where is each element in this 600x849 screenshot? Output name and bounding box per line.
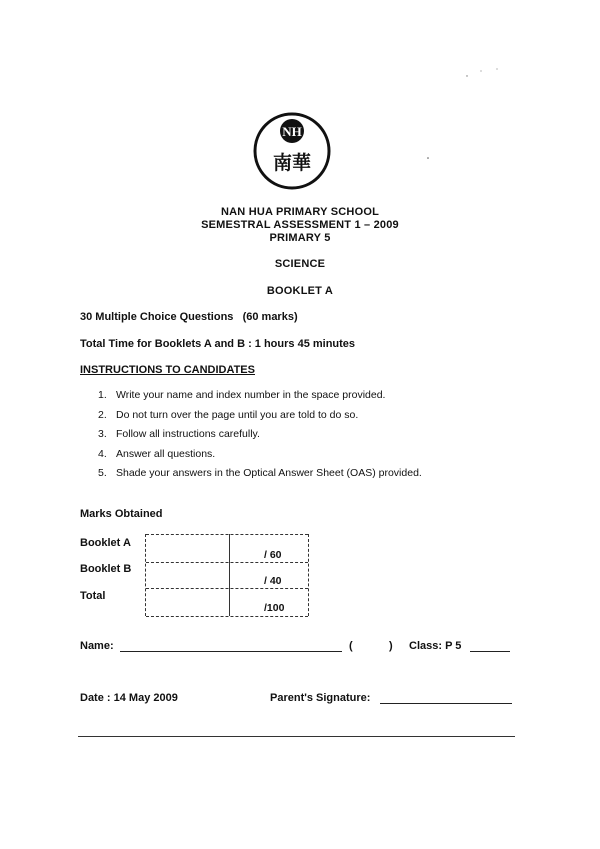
subject-title: SCIENCE	[274, 258, 326, 270]
instruction-item: 3. Follow all instructions carefully.	[98, 428, 260, 440]
svg-text:NH: NH	[282, 124, 302, 139]
instruction-item: 5. Shade your answers in the Optical Answer Sheet (OAS) provided.	[98, 467, 422, 479]
booklet-a-score: / 60	[264, 549, 282, 561]
class-label: Class: P 5	[409, 640, 462, 652]
questions-info: 30 Multiple Choice Questions (60 marks)	[80, 311, 298, 323]
marks-heading: Marks Obtained	[80, 508, 163, 520]
svg-text:南華: 南華	[272, 152, 312, 174]
instructions-heading: INSTRUCTIONS TO CANDIDATES	[80, 364, 255, 376]
instruction-item: 1. Write your name and index number in the space provided.	[98, 389, 386, 401]
total-score: /100	[264, 602, 285, 614]
signature-label: Parent's Signature:	[270, 692, 371, 704]
name-label: Name:	[80, 640, 114, 652]
assessment-title: SEMESTRAL ASSESSMENT 1 – 2009	[201, 219, 399, 231]
index-paren-close: )	[389, 640, 393, 652]
instruction-item: 4. Answer all questions.	[98, 447, 216, 460]
level-title: PRIMARY 5	[269, 232, 331, 244]
instruction-item: 2. Do not turn over the page until you are told to do so.	[98, 408, 359, 421]
booklet-a-label: Booklet A	[80, 537, 131, 549]
school-name: NAN HUA PRIMARY SCHOOL	[221, 206, 379, 218]
total-label: Total	[80, 590, 106, 602]
booklet-b-label: Booklet B	[80, 563, 132, 575]
booklet-b-score: / 40	[264, 575, 282, 587]
time-info: Total Time for Booklets A and B : 1 hours 45 minutes	[80, 338, 356, 350]
index-paren-open: (	[349, 640, 353, 652]
exam-date: Date : 14 May 2009	[80, 692, 178, 704]
booklet-title: BOOKLET A	[266, 285, 334, 297]
